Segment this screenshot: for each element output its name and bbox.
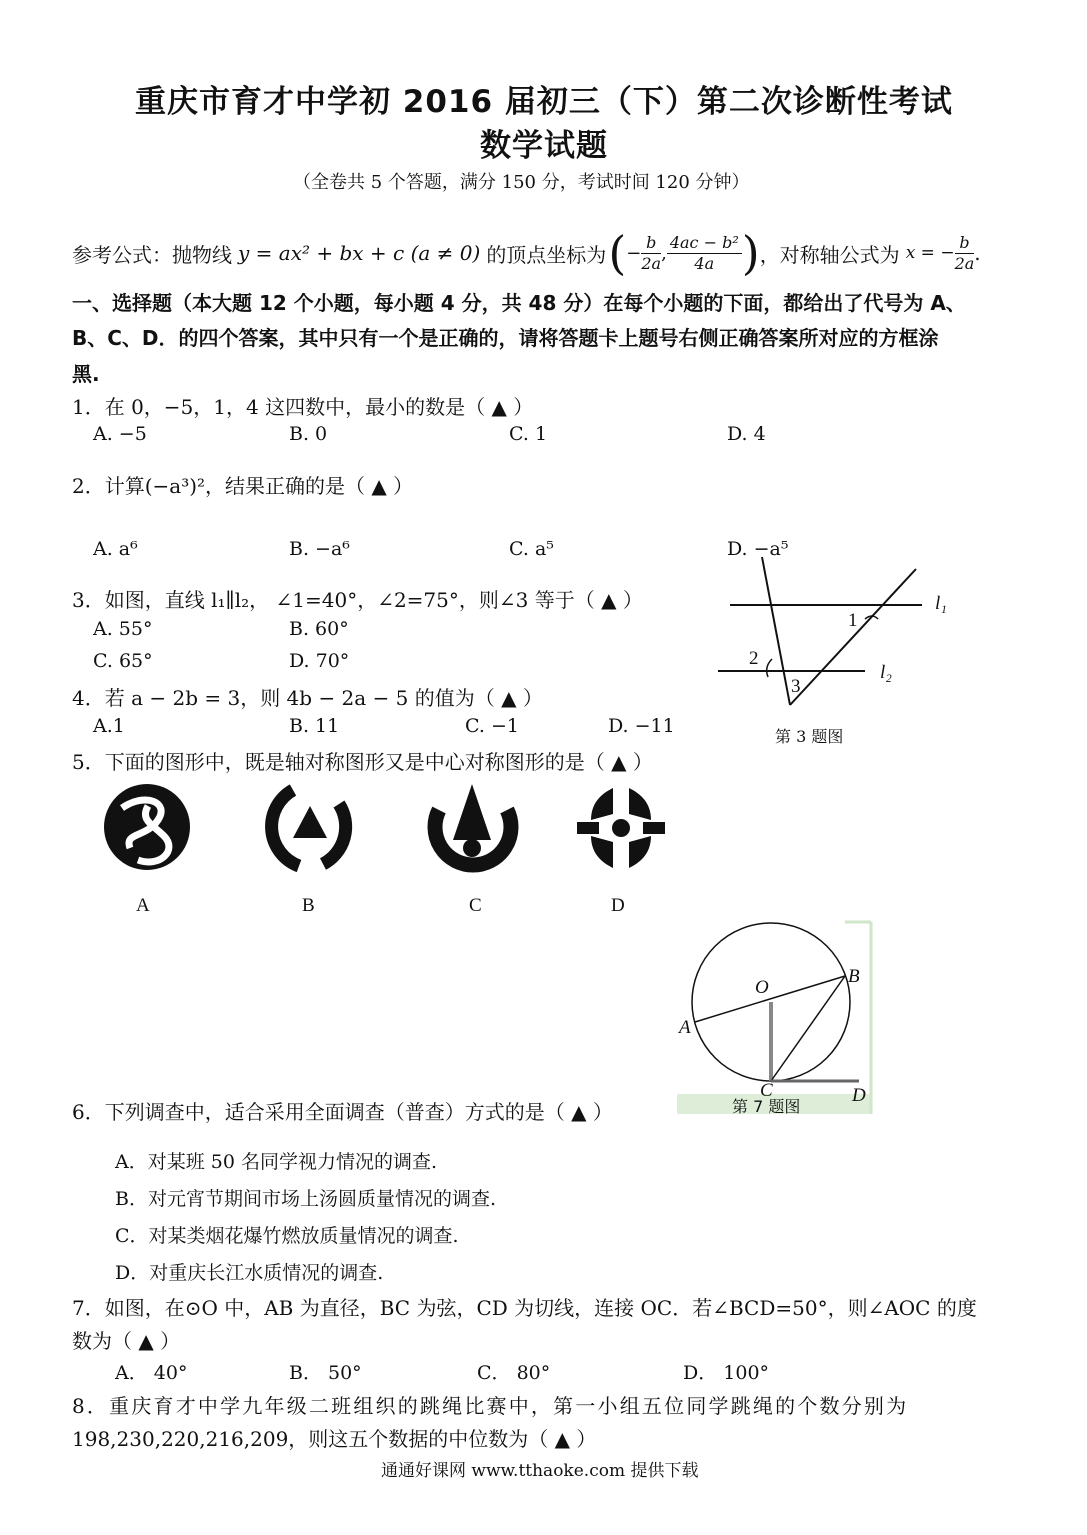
q2-option-c: C. a⁵ bbox=[509, 538, 554, 560]
section1-line2: B、C、D．的四个答案，其中只有一个是正确的，请将答题卡上题号右侧正确答案所对应的方框涂 bbox=[72, 326, 939, 350]
q7-stem-line2: 数为（ ▲ ） bbox=[72, 1329, 181, 1353]
q2-option-d: D. −a⁵ bbox=[727, 538, 789, 560]
angle-label-2: 2 bbox=[749, 648, 759, 669]
q6-option-c: C．对某类烟花爆竹燃放质量情况的调查. bbox=[115, 1225, 459, 1247]
point-label-o: O bbox=[755, 977, 769, 998]
figure-q7-caption: 第 7 题图 bbox=[732, 1097, 801, 1116]
reference-formula: 参考公式：抛物线 y = ax² + bx + c (a ≠ 0) 的顶点坐标为 ( − $\frac{b}{2a}$ , $\frac{\text{4ac − b²}}{4a}$ ) ，对称轴公式为 x = − $\frac{b}{2a}$ . bbox=[72, 226, 981, 280]
q6-option-b: B．对元宵节期间市场上汤圆质量情况的调查. bbox=[115, 1188, 497, 1210]
axis-equation: x = − bbox=[905, 243, 955, 263]
logo-label-d: D bbox=[611, 895, 625, 916]
q4-option-a: A.1 bbox=[93, 715, 125, 737]
section1-line1: 一、选择题（本大题 12 个小题，每小题 4 分，共 48 分）在每个小题的下面，都给出了代号为 A、 bbox=[72, 291, 966, 315]
label-l1: l₁ bbox=[935, 593, 947, 614]
q1-option-a: A. −5 bbox=[93, 423, 147, 445]
figure-q7 bbox=[675, 918, 875, 1118]
axis-text: ，对称轴公式为 bbox=[759, 242, 900, 267]
footer-text: 通通好课网 www.tthaoke.com 提供下载 bbox=[381, 1461, 699, 1481]
page-subtitle: 数学试题 bbox=[480, 128, 608, 164]
logo-label-c: C bbox=[469, 895, 482, 916]
logo-option-d bbox=[573, 780, 668, 875]
point-label-d: D bbox=[852, 1085, 866, 1106]
q2-option-b: B. −a⁶ bbox=[289, 538, 350, 560]
section1-line3: 黑. bbox=[72, 362, 100, 386]
figure-q3-caption: 第 3 题图 bbox=[775, 727, 844, 746]
q1-option-c: C. 1 bbox=[509, 423, 548, 445]
q7-option-d: D． 100° bbox=[683, 1362, 770, 1384]
q8-stem-line1: 8．重庆育才中学九年级二班组织的跳绳比赛中，第一小组五位同学跳绳的个数分别为 bbox=[72, 1394, 909, 1418]
q7-option-b: B． 50° bbox=[289, 1362, 362, 1384]
angle-label-3: 3 bbox=[791, 676, 801, 697]
q6-option-d: D．对重庆长江水质情况的调查. bbox=[115, 1262, 384, 1284]
page-title: 重庆市育才中学初 2016 届初三（下）第二次诊断性考试 bbox=[135, 84, 953, 120]
logo-label-b: B bbox=[302, 895, 315, 916]
q6-option-a: A．对某班 50 名同学视力情况的调查. bbox=[115, 1151, 438, 1173]
q7-option-a: A． 40° bbox=[115, 1362, 188, 1384]
right-paren: ) bbox=[741, 226, 760, 280]
exam-info: （全卷共 5 个答题，满分 150 分，考试时间 120 分钟） bbox=[293, 172, 750, 193]
q7-option-c: C． 80° bbox=[477, 1362, 551, 1384]
q2-option-a: A. a⁶ bbox=[93, 538, 138, 560]
q4-option-b: B. 11 bbox=[289, 715, 340, 737]
logo-option-a bbox=[100, 780, 195, 875]
q3-option-b: B. 60° bbox=[289, 618, 349, 640]
vertex-y-fraction: $\frac{\text{4ac − b²}}{4a}$ bbox=[667, 233, 742, 274]
q1-option-d: D. 4 bbox=[727, 423, 766, 445]
q6-stem: 6．下列调查中，适合采用全面调查（普查）方式的是（ ▲ ） bbox=[72, 1100, 613, 1124]
q5-stem: 5．下面的图形中，既是轴对称图形又是中心对称图形的是（ ▲ ） bbox=[72, 750, 653, 774]
left-paren: ( bbox=[608, 226, 627, 280]
q1-stem: 1．在 0，−5，1，4 这四数中，最小的数是（ ▲ ） bbox=[72, 395, 534, 419]
q3-option-a: A. 55° bbox=[93, 618, 153, 640]
vertex-text: 的顶点坐标为 bbox=[486, 242, 607, 267]
logo-label-a: A bbox=[136, 895, 150, 916]
q1-option-b: B. 0 bbox=[289, 423, 328, 445]
q8-stem-line2: 198,230,220,216,209，则这五个数据的中位数为（ ▲ ） bbox=[72, 1427, 597, 1451]
axis-fraction: $\frac{b}{2a}$ bbox=[954, 232, 975, 273]
logo-option-c bbox=[425, 780, 520, 875]
point-label-c: C bbox=[760, 1080, 773, 1101]
figure-q3 bbox=[700, 555, 960, 750]
logo-option-b bbox=[263, 780, 358, 875]
q3-stem: 3．如图，直线 l₁∥l₂， ∠1=40°，∠2=75°，则∠3 等于（ ▲ ） bbox=[72, 588, 643, 612]
parabola-equation: y = ax² + bx + c (a ≠ 0) bbox=[238, 241, 481, 265]
formula-prefix: 参考公式：抛物线 bbox=[72, 242, 232, 267]
q7-stem-line1: 7．如图，在⊙O 中，AB 为直径，BC 为弦，CD 为切线，连接 OC．若∠BCD=50°，则∠AOC 的度 bbox=[72, 1296, 977, 1320]
q4-option-d: D. −11 bbox=[608, 715, 675, 737]
angle-label-1: 1 bbox=[848, 610, 858, 631]
q4-stem: 4．若 a − 2b = 3，则 4b − 2a − 5 的值为（ ▲ ） bbox=[72, 686, 543, 710]
vertex-x-fraction: $\frac{b}{2a}$ bbox=[641, 232, 662, 273]
q3-option-c: C. 65° bbox=[93, 650, 153, 672]
point-label-b: B bbox=[848, 966, 860, 987]
q2-stem: 2．计算(−a³)²，结果正确的是（ ▲ ） bbox=[72, 474, 414, 498]
q4-option-c: C. −1 bbox=[465, 715, 519, 737]
point-label-a: A bbox=[679, 1017, 691, 1038]
q3-option-d: D. 70° bbox=[289, 650, 350, 672]
label-l2: l₂ bbox=[880, 662, 892, 683]
